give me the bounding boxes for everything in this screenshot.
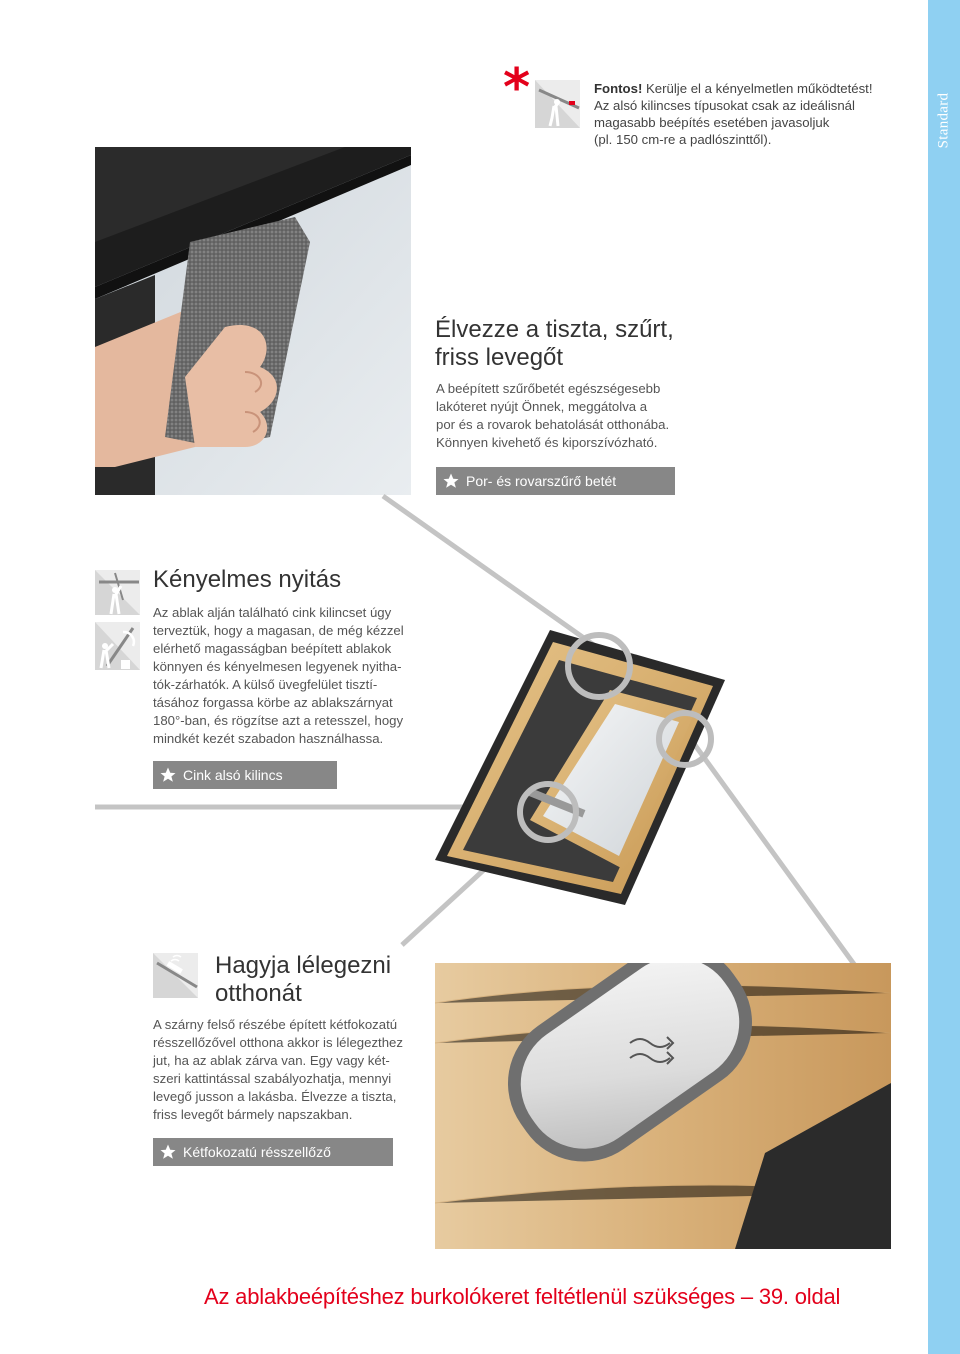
- handle-line: 180°-ban, és rögzítse azt a retesszel, hogy: [153, 713, 404, 728]
- vent-line: friss levegőt bármely napszakban.: [153, 1107, 353, 1122]
- note-line: magasabb beépítés esetében javasoljuk: [594, 115, 830, 130]
- handle-line: Az ablak alján található cink kilincset úgy: [153, 605, 392, 620]
- vent-line: szeri kattintással szabályozhatja, mennyi: [153, 1071, 392, 1086]
- note-line: Az alsó kilincses típusokat csak az ideálisnál: [594, 98, 855, 113]
- handle-line: elérhető magasságban beépített ablakok: [153, 641, 392, 656]
- asterisk-icon: *: [503, 58, 531, 118]
- vent-line: résszellőzővel otthona akkor is lélegezthez: [153, 1035, 403, 1050]
- vent-line: A szárny felső részébe épített kétfokozatú: [153, 1017, 398, 1032]
- side-tab-label: Standard: [935, 92, 952, 148]
- star-icon: [153, 1143, 183, 1161]
- filter-line: lakóteret nyújt Önnek, meggátolva a: [436, 399, 648, 414]
- vent-photo: [435, 963, 891, 1249]
- filter-line: A beépített szűrőbetét egészségesebb: [436, 381, 661, 396]
- handle-line: könnyen és kényelmesen legyenek nyitha-: [153, 659, 402, 674]
- vent-line: jut, ha az ablak zárva van. Egy vagy két-: [153, 1053, 390, 1068]
- handle-heading: Kényelmes nyitás: [153, 566, 342, 593]
- vent-description: [153, 1016, 423, 1124]
- filter-line: Könnyen kivehető és kiporszívózható.: [436, 435, 658, 450]
- handle-line: mindkét kezét szabadon használhassa.: [153, 731, 384, 746]
- filter-heading: Élvezze a tiszta, szűrt, friss levegőt: [435, 316, 674, 371]
- note-line: (pl. 150 cm-re a padlószinttől).: [594, 132, 772, 147]
- handle-line: tásához forgassa körbe az ablakszárnyat: [153, 695, 393, 710]
- handle-tag: Cink alsó kilincs: [153, 761, 337, 789]
- vent-line: levegő jusson a lakásba. Élvezze a tiszta,: [153, 1089, 397, 1104]
- filter-line: por és a rovarok behatolását otthonába.: [436, 417, 670, 432]
- vent-heading: Hagyja lélegezni otthonát: [215, 952, 392, 1007]
- footer-note: Az ablakbeépítéshez burkolókeret feltétlenül szükséges – 39. oldal: [204, 1284, 841, 1309]
- ventilation-icon: [153, 953, 198, 998]
- handle-line: terveztük, hogy a magasan, de még kézzel: [153, 623, 404, 638]
- handle-line: tók-zárhatók. A külső üvegfelület tisztí-: [153, 677, 378, 692]
- vent-tag: Kétfokozatú résszellőző: [153, 1138, 393, 1166]
- note-bold: Fontos!: [594, 81, 643, 96]
- note-line: Kerülje el a kényelmetlen működtetést!: [642, 81, 873, 96]
- filter-tag: Por- és rovarszűrő betét: [436, 467, 675, 495]
